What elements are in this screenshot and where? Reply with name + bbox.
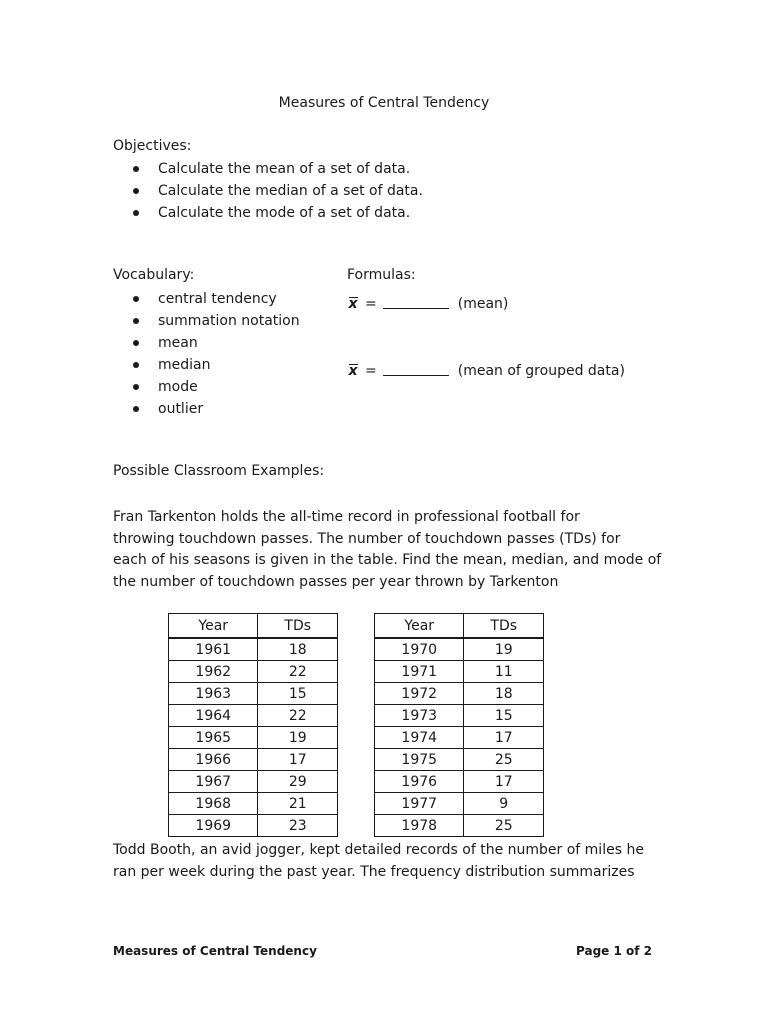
table-row <box>375 661 544 683</box>
objective-item: Calculate the mode of a set of data. <box>133 202 423 224</box>
year-cell: 1971 <box>375 661 464 683</box>
tds-cell: 29 <box>258 771 338 793</box>
text-line: ran per week during the past year. The frequency distribution summarizes <box>113 863 635 880</box>
objective-item: Calculate the mean of a set of data. <box>133 158 423 180</box>
objectives-heading: Objectives: <box>113 138 192 154</box>
table-row <box>169 727 338 749</box>
year-cell: 1972 <box>375 683 464 705</box>
page-title: Measures of Central Tendency <box>278 95 490 111</box>
tds-cell: 22 <box>258 705 338 727</box>
year-cell: 1961 <box>169 638 258 661</box>
vocabulary-item: outlier <box>133 398 300 420</box>
touchdowns-table-2 <box>374 613 544 837</box>
formula-blank <box>383 366 449 376</box>
objective-item: Calculate the median of a set of data. <box>133 180 423 202</box>
table-row <box>169 815 338 837</box>
year-cell: 1966 <box>169 749 258 771</box>
formulas-heading: Formulas: <box>347 267 416 283</box>
year-cell: 1965 <box>169 727 258 749</box>
table-row <box>169 771 338 793</box>
table-row <box>375 793 544 815</box>
year-cell: 1962 <box>169 661 258 683</box>
vocabulary-list <box>133 288 300 420</box>
table-row <box>169 638 338 661</box>
tds-cell: 18 <box>258 638 338 661</box>
formula-label: (mean of grouped data) <box>457 363 625 379</box>
year-cell: 1968 <box>169 793 258 815</box>
year-cell: 1963 <box>169 683 258 705</box>
x-bar-symbol: x <box>348 296 358 312</box>
table-row <box>375 638 544 661</box>
example-1-text <box>113 507 673 593</box>
tds-cell: 17 <box>258 749 338 771</box>
tds-cell: 25 <box>464 749 544 771</box>
column-header-year: Year <box>169 614 258 639</box>
equals-sign: = <box>365 363 377 379</box>
tds-cell: 19 <box>258 727 338 749</box>
vocabulary-heading: Vocabulary: <box>113 267 195 283</box>
year-cell: 1975 <box>375 749 464 771</box>
table-row <box>375 815 544 837</box>
table-row <box>375 705 544 727</box>
table-row <box>375 771 544 793</box>
text-line: throwing touchdown passes. The number of touchdown passes (TDs) for <box>113 530 621 547</box>
text-line: the number of touchdown passes per year thrown by Tarkenton <box>113 573 559 590</box>
tds-cell: 18 <box>464 683 544 705</box>
tds-cell: 19 <box>464 638 544 661</box>
equals-sign: = <box>365 296 377 312</box>
vocabulary-item: summation notation <box>133 310 300 332</box>
tds-cell: 11 <box>464 661 544 683</box>
touchdowns-table-1 <box>168 613 338 837</box>
table-row <box>169 661 338 683</box>
tds-cell: 17 <box>464 727 544 749</box>
tds-cell: 15 <box>258 683 338 705</box>
table-row <box>169 683 338 705</box>
year-cell: 1964 <box>169 705 258 727</box>
tds-cell: 9 <box>464 793 544 815</box>
page-number: Page 1 of 2 <box>576 944 652 958</box>
examples-heading: Possible Classroom Examples: <box>113 463 325 479</box>
text-line: each of his seasons is given in the table. Find the mean, median, and mode of <box>113 552 662 568</box>
year-cell: 1977 <box>375 793 464 815</box>
column-header-year: Year <box>375 614 464 639</box>
formula-blank <box>383 299 449 309</box>
vocabulary-item: central tendency <box>133 288 300 310</box>
year-cell: 1969 <box>169 815 258 837</box>
year-cell: 1970 <box>375 638 464 661</box>
table-header-row <box>169 614 338 639</box>
column-header-tds: TDs <box>258 614 338 639</box>
footer-title: Measures of Central Tendency <box>113 944 317 958</box>
table-row <box>169 705 338 727</box>
column-header-tds: TDs <box>464 614 544 639</box>
example-2-text <box>113 840 673 883</box>
formula-mean <box>347 296 508 312</box>
table-row <box>375 749 544 771</box>
year-cell: 1976 <box>375 771 464 793</box>
vocabulary-item: median <box>133 354 300 376</box>
year-cell: 1978 <box>375 815 464 837</box>
tds-cell: 22 <box>258 661 338 683</box>
tds-cell: 21 <box>258 793 338 815</box>
table-row <box>169 793 338 815</box>
text-line: Todd Booth, an avid jogger, kept detailed records of the number of miles he <box>113 842 644 858</box>
table-header-row <box>375 614 544 639</box>
year-cell: 1967 <box>169 771 258 793</box>
text-line: Fran Tarkenton holds the all-time record in professional football for <box>113 509 580 525</box>
x-bar-symbol: x <box>348 363 358 379</box>
year-cell: 1974 <box>375 727 464 749</box>
objectives-list <box>133 158 423 224</box>
year-cell: 1973 <box>375 705 464 727</box>
formula-label: (mean) <box>457 296 509 312</box>
formula-grouped-mean <box>347 363 625 379</box>
vocabulary-item: mean <box>133 332 300 354</box>
table-row <box>375 683 544 705</box>
vocabulary-item: mode <box>133 376 300 398</box>
tds-cell: 15 <box>464 705 544 727</box>
tds-cell: 17 <box>464 771 544 793</box>
tds-cell: 23 <box>258 815 338 837</box>
table-row <box>169 749 338 771</box>
table-row <box>375 727 544 749</box>
tds-cell: 25 <box>464 815 544 837</box>
